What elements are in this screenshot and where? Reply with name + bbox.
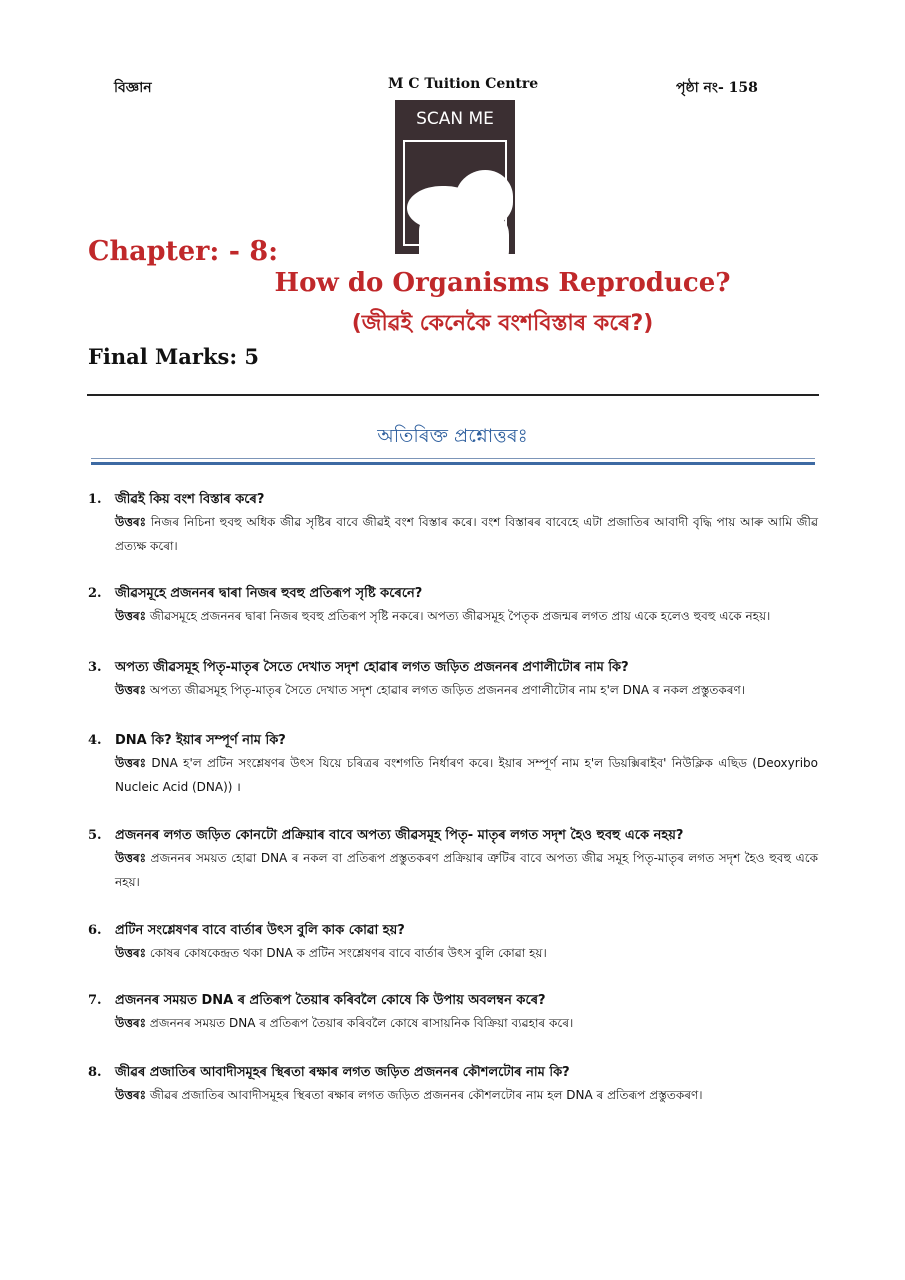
answer xyxy=(115,678,818,702)
final-marks: Final Marks: 5 xyxy=(88,344,260,369)
chapter-label: Chapter: - 8: xyxy=(88,236,279,267)
answer-text: কোষৰ কোষকেন্দ্ৰত থকা DNA ক প্ৰটিন সংশ্লেষণৰ বাবে বাৰ্তাৰ উৎস বুলি কোৱা হয়। xyxy=(149,946,547,960)
question-text: জীৱসমূহে প্ৰজননৰ দ্বাৰা নিজৰ হুবহু প্ৰতিৰূপ সৃষ্টি কৰেনে? xyxy=(115,586,423,601)
answer-prefix: উত্তৰঃ xyxy=(115,1088,147,1102)
qa-item xyxy=(88,658,818,702)
answer-text: জীৱসমূহে প্ৰজননৰ দ্বাৰা নিজৰ হুবহু প্ৰতিৰূপ সৃষ্টি নকৰে। অপত্য জীৱসমূহ পৈতৃক প্ৰজন্মৰ লগত প্ৰায় একে হলেও হুবহু একে নহয়। xyxy=(149,609,771,623)
scan-me-qr-code[interactable] xyxy=(395,100,515,254)
question-number: 2. xyxy=(88,586,102,601)
chapter-title-assamese: (জীৱই কেনেকৈ বংশবিস্তাৰ কৰে?) xyxy=(351,311,654,336)
question-text: প্ৰজননৰ লগত জড়িত কোনটো প্ৰক্ৰিয়াৰ বাবে অপত্য জীৱসমূহ পিতৃ- মাতৃৰ লগত সদৃশ হৈও হুবহু একে নহয়? xyxy=(115,828,684,843)
question-text: প্ৰজননৰ সময়ত DNA ৰ প্ৰতিৰূপ তৈয়াৰ কৰিবলৈ কোষে কি উপায় অবলম্বন কৰে? xyxy=(115,993,546,1008)
question-text: জীৱই কিয় বংশ বিস্তাৰ কৰে? xyxy=(115,492,265,507)
qa-item xyxy=(88,991,818,1035)
answer xyxy=(115,1083,818,1107)
answer-prefix: উত্তৰঃ xyxy=(115,609,147,623)
answer-prefix: উত্তৰঃ xyxy=(115,756,147,770)
question-text: প্ৰটিন সংশ্লেষণৰ বাবে বাৰ্তাৰ উৎস বুলি কাক কোৱা হয়? xyxy=(115,923,405,938)
qa-item xyxy=(88,1063,818,1107)
section-title: অতিৰিক্ত প্ৰশ্নোত্তৰঃ xyxy=(377,425,528,447)
answer-prefix: উত্তৰঃ xyxy=(115,851,147,865)
question xyxy=(88,490,818,510)
question-number: 1. xyxy=(88,492,102,507)
answer-text: DNA হ'ল প্ৰটিন সংশ্লেষণৰ উৎস যিয়ে চৰিত্ৰৰ বংশগতি নিৰ্ধাৰণ কৰে। ইয়াৰ সম্পূৰ্ণ নাম হ'ল ডিয়ক্সিৰাইব' নিউক্লিক এছিড (Deoxyribo Nucleic Acid (DNA)) । xyxy=(115,756,818,794)
answer xyxy=(115,604,818,628)
question-number: 3. xyxy=(88,660,102,675)
qr-code-pattern xyxy=(419,208,509,254)
question xyxy=(88,731,818,751)
question xyxy=(88,826,818,846)
question-number: 6. xyxy=(88,923,102,938)
answer-text: অপত্য জীৱসমূহ পিতৃ-মাতৃৰ সৈতে দেখাত সদৃশ হোৱাৰ লগত জড়িত প্ৰজননৰ প্ৰণালীটোৰ নাম হ'ল DNA ৰ নকল প্ৰস্তুতকৰণ। xyxy=(149,683,746,697)
question-text: DNA কি? ইয়াৰ সম্পূৰ্ণ নাম কি? xyxy=(115,733,286,748)
question xyxy=(88,991,818,1011)
question-number: 8. xyxy=(88,1065,102,1080)
question xyxy=(88,658,818,678)
answer xyxy=(115,751,818,799)
scan-me-label: SCAN ME xyxy=(416,109,494,129)
chapter-title-english: How do Organisms Reproduce? xyxy=(274,268,731,298)
qr-code-frame xyxy=(403,140,507,246)
qa-item xyxy=(88,731,818,799)
answer-text: প্ৰজননৰ সময়ত হোৱা DNA ৰ নকল বা প্ৰতিৰূপ প্ৰস্তুতকৰণ প্ৰক্ৰিয়াৰ ত্ৰুটিৰ বাবে অপত্য জীৱ সমূহ পিতৃ-মাতৃৰ লগত সদৃশ হৈও হুবহু একে নহয়। xyxy=(115,851,818,889)
question-number: 5. xyxy=(88,828,102,843)
answer xyxy=(115,510,818,558)
answer-prefix: উত্তৰঃ xyxy=(115,1016,147,1030)
divider xyxy=(91,458,815,459)
centre-name: M C Tuition Centre xyxy=(388,76,539,92)
qa-item xyxy=(88,921,818,965)
qa-item xyxy=(88,490,818,558)
answer xyxy=(115,1011,818,1035)
answer-text: জীৱৰ প্ৰজাতিৰ আবাদীসমূহৰ স্থিৰতা ৰক্ষাৰ লগত জড়িত প্ৰজননৰ কৌশলটোৰ নাম হল DNA ৰ প্ৰতিৰূপ প্ৰস্তুতকৰণ। xyxy=(149,1088,703,1102)
answer-prefix: উত্তৰঃ xyxy=(115,515,147,529)
qa-item xyxy=(88,584,818,628)
qa-item xyxy=(88,826,818,894)
question xyxy=(88,1063,818,1083)
question-text: অপত্য জীৱসমূহ পিতৃ-মাতৃৰ সৈতে দেখাত সদৃশ হোৱাৰ লগত জড়িত প্ৰজননৰ প্ৰণালীটোৰ নাম কি? xyxy=(115,660,629,675)
question-text: জীৱৰ প্ৰজাতিৰ আবাদীসমূহৰ স্থিৰতা ৰক্ষাৰ লগত জড়িত প্ৰজননৰ কৌশলটোৰ নাম কি? xyxy=(115,1065,570,1080)
divider xyxy=(87,394,819,396)
question xyxy=(88,584,818,604)
question-number: 7. xyxy=(88,993,102,1008)
answer-text: প্ৰজননৰ সময়ত DNA ৰ প্ৰতিৰূপ তৈয়াৰ কৰিবলৈ কোষে ৰাসায়নিক বিক্ৰিয়া ব্যৱহাৰ কৰে। xyxy=(149,1016,574,1030)
divider xyxy=(91,462,815,465)
question xyxy=(88,921,818,941)
answer-text: নিজৰ নিচিনা হুবহু অধিক জীৱ সৃষ্টিৰ বাবে জীৱই বংশ বিস্তাৰ কৰে। বংশ বিস্তাৰৰ বাবেহে এটা প্ৰজাতিৰ আবাদী বৃদ্ধি পায় আৰু আমি জীৱ প্ৰত্যক্ষ কৰো। xyxy=(115,515,818,553)
subject-label: বিজ্ঞান xyxy=(114,80,152,96)
answer-prefix: উত্তৰঃ xyxy=(115,683,147,697)
answer-prefix: উত্তৰঃ xyxy=(115,946,147,960)
answer xyxy=(115,846,818,894)
page-number: পৃষ্ঠা নং- 158 xyxy=(676,80,758,96)
answer xyxy=(115,941,818,965)
question-number: 4. xyxy=(88,733,102,748)
